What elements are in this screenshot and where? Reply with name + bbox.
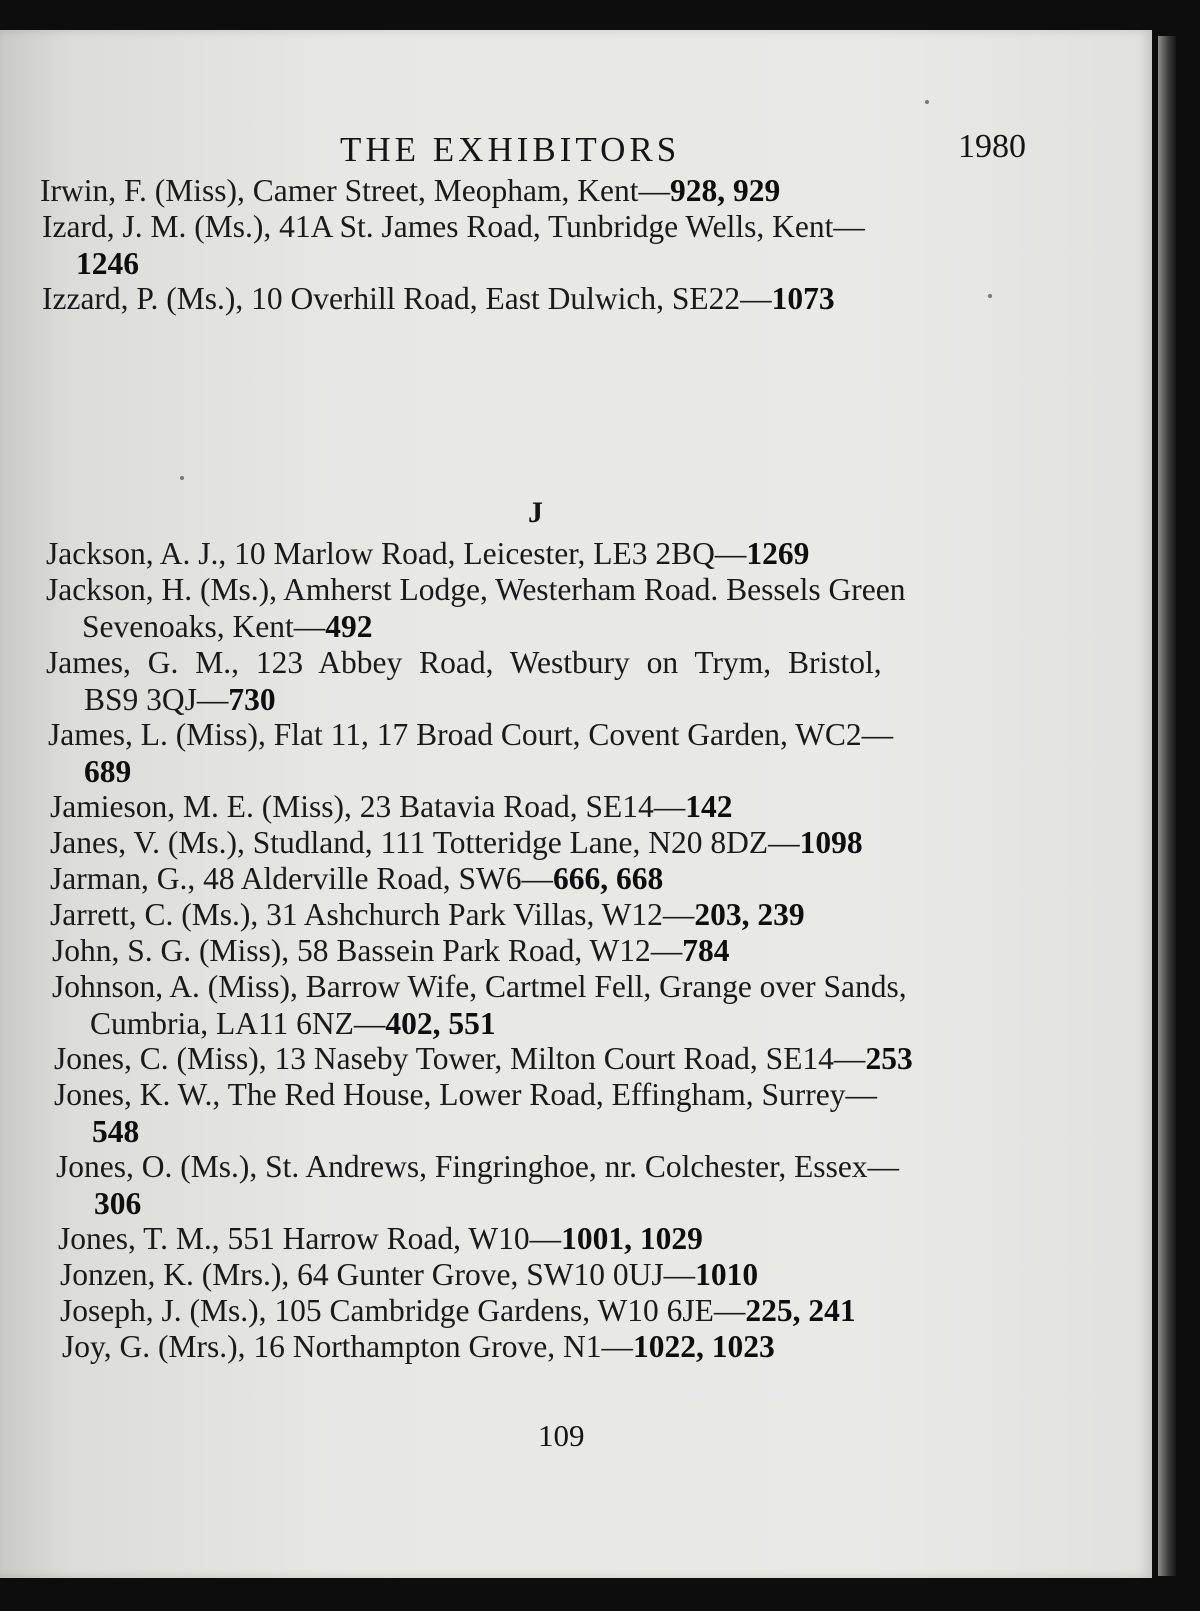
list-item [52, 932, 730, 969]
entry-text: Jackson, H. (Ms.), Amherst Lodge, Westerham Road. Bessels Green [46, 572, 906, 607]
entry-numbers: 306 [94, 1186, 142, 1221]
entry-text: Jarman, G., 48 Alderville Road, SW6— [50, 861, 554, 896]
list-item [60, 1256, 758, 1293]
list-item [46, 535, 809, 572]
list-item [42, 208, 865, 245]
entry-numbers: 1246 [76, 246, 139, 281]
list-item-continuation [48, 681, 276, 718]
list-item [50, 824, 863, 861]
entry-numbers: 402, 551 [385, 1006, 496, 1041]
list-item [58, 1220, 703, 1257]
entry-text: Cumbria, LA11 6NZ— [90, 1006, 386, 1041]
entry-numbers: 689 [84, 754, 132, 789]
list-item [60, 1292, 856, 1329]
header-year: 1980 [958, 128, 1026, 165]
entry-numbers: 928, 929 [670, 173, 781, 208]
list-item [50, 896, 805, 933]
entry-text: Johnson, A. (Miss), Barrow Wife, Cartmel Fell, Grange over Sands, [52, 969, 907, 1004]
list-item [50, 860, 663, 897]
entry-text: Jones, T. M., 551 Harrow Road, W10— [58, 1221, 562, 1256]
list-item [42, 280, 835, 317]
entry-text: Jamieson, M. E. (Miss), 23 Batavia Road, SE14— [50, 789, 686, 824]
entry-text: Izard, J. M. (Ms.), 41A St. James Road, Tunbridge Wells, Kent— [42, 209, 865, 244]
entry-text: Irwin, F. (Miss), Camer Street, Meopham, Kent— [40, 173, 670, 208]
print-speck [988, 294, 992, 298]
print-speck [180, 476, 184, 480]
entry-text: James, L. (Miss), Flat 11, 17 Broad Court, Covent Garden, WC2— [48, 717, 894, 752]
section-letter: J [528, 496, 543, 529]
list-item-continuation [58, 1185, 141, 1222]
list-item [46, 571, 905, 608]
entry-text: Janes, V. (Ms.), Studland, 111 Totteridge Lane, N20 8DZ— [50, 825, 800, 860]
entry-numbers: 784 [682, 933, 730, 968]
entry-text: Izzard, P. (Ms.), 10 Overhill Road, East Dulwich, SE22— [42, 281, 772, 316]
entry-text: James, G. M., 123 Abbey Road, Westbury on Trym, Bristol, [46, 645, 882, 680]
entry-numbers: 1022, 1023 [633, 1329, 775, 1364]
list-item [54, 1040, 913, 1077]
entry-numbers: 1269 [746, 536, 810, 571]
page-number: 109 [538, 1418, 585, 1453]
list-item-continuation [40, 245, 139, 282]
entry-numbers: 1098 [799, 825, 863, 860]
exhibitor-list [0, 30, 1152, 1578]
entry-text: Joy, G. (Mrs.), 16 Northampton Grove, N1— [62, 1329, 634, 1364]
page-edge [1158, 36, 1176, 1576]
entry-text: Jarrett, C. (Ms.), 31 Ashchurch Park Villas, W12— [50, 897, 695, 932]
list-item [56, 1148, 899, 1185]
list-item [52, 968, 907, 1005]
entry-numbers: 203, 239 [694, 897, 805, 932]
entry-text: Jones, C. (Miss), 13 Naseby Tower, Milton Court Road, SE14— [54, 1041, 866, 1076]
entry-text: Jonzen, K. (Mrs.), 64 Gunter Grove, SW10 0UJ— [60, 1257, 696, 1292]
list-item [46, 644, 882, 681]
entry-numbers: 225, 241 [745, 1293, 856, 1328]
list-item-continuation [46, 608, 372, 645]
entry-text: Sevenoaks, Kent— [82, 609, 326, 644]
entry-numbers: 253 [865, 1041, 913, 1076]
entry-numbers: 1073 [771, 281, 835, 316]
entry-numbers: 548 [92, 1114, 140, 1149]
entry-numbers: 492 [325, 609, 373, 644]
list-item-continuation [48, 753, 131, 790]
list-item-continuation [56, 1113, 139, 1150]
entry-text: BS9 3QJ— [84, 682, 229, 717]
entry-text: John, S. G. (Miss), 58 Bassein Park Road, W12— [52, 933, 683, 968]
list-item [50, 788, 732, 825]
book-page [0, 30, 1152, 1578]
list-item [62, 1328, 775, 1365]
entry-numbers: 666, 668 [553, 861, 664, 896]
list-item-continuation [54, 1005, 496, 1042]
list-item [54, 1076, 877, 1113]
entry-text: Jackson, A. J., 10 Marlow Road, Leicester, LE3 2BQ— [46, 536, 747, 571]
entry-numbers: 730 [228, 682, 276, 717]
entry-numbers: 142 [685, 789, 733, 824]
entry-text: Jones, O. (Ms.), St. Andrews, Fingringhoe, nr. Colchester, Essex— [56, 1149, 900, 1184]
entry-text: Joseph, J. (Ms.), 105 Cambridge Gardens, W10 6JE— [60, 1293, 746, 1328]
entry-numbers: 1010 [695, 1257, 759, 1292]
list-item [48, 716, 893, 753]
list-item [40, 172, 780, 209]
entry-numbers: 1001, 1029 [561, 1221, 703, 1256]
entry-text: Jones, K. W., The Red House, Lower Road, Effingham, Surrey— [54, 1077, 877, 1112]
print-speck [925, 100, 929, 104]
header-title: THE EXHIBITORS [340, 130, 681, 169]
